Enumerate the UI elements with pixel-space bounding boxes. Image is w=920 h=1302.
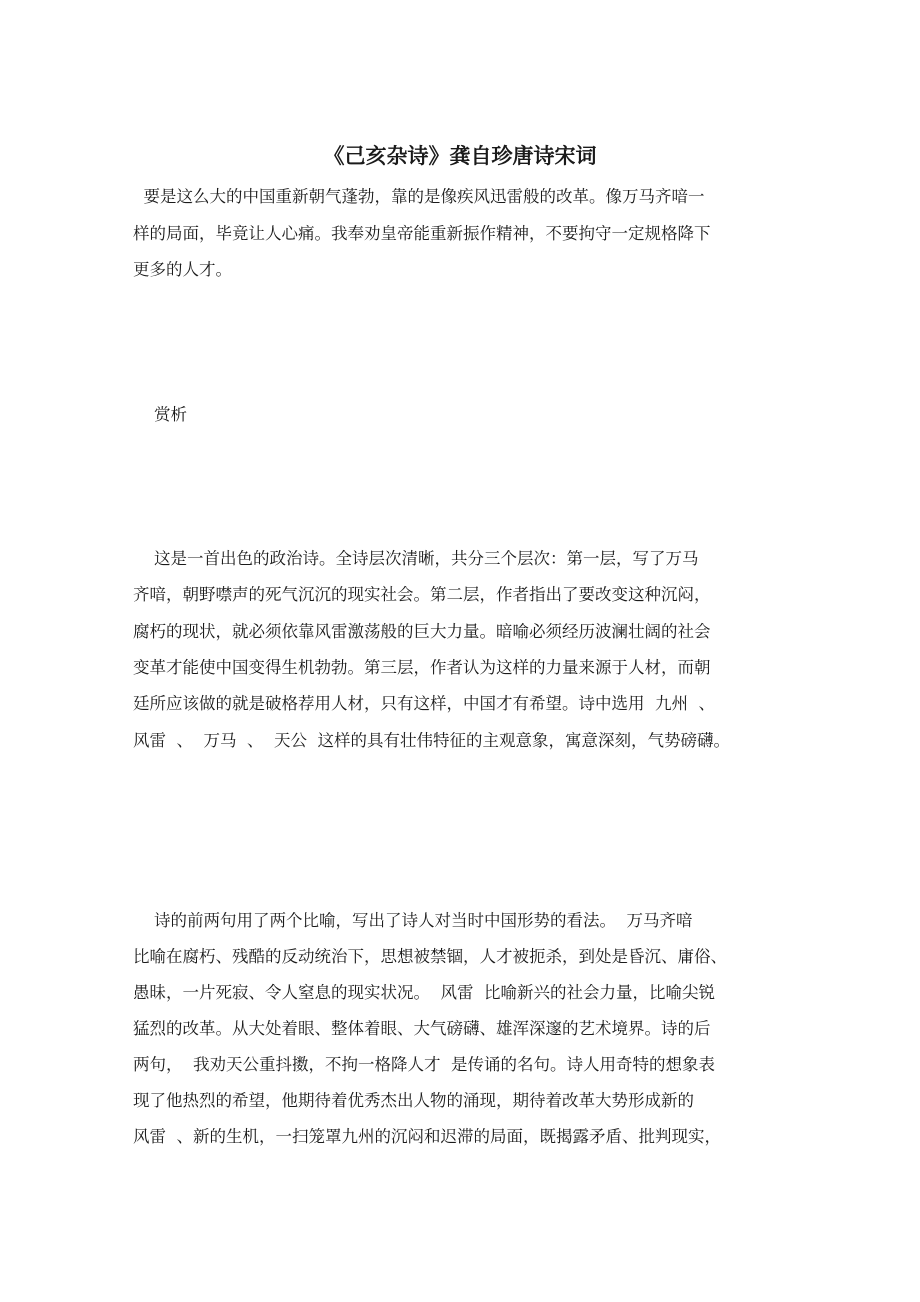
document-title: 《己亥杂诗》龚自珍唐诗宋词 [323,144,597,168]
paragraph-line: 现了他热烈的希望，他期待着优秀杰出人物的涌现，期待着改革大势形成新的 [133,1091,694,1110]
paragraph-line: 腐朽的现状，就必须依靠风雷激荡般的巨大力量。暗喻必须经历波澜壮阔的社会 [133,622,711,641]
paragraph-line: 比喻在腐朽、残酷的反动统治下，思想被禁锢，人才被扼杀，到处是昏沉、庸俗、 [133,947,727,966]
paragraph-line: 愚昧，一片死寂、令人窒息的现实状况。 风雷 比喻新兴的社会力量，比喻尖锐 [133,983,715,1002]
paragraph-line: 齐喑，朝野噤声的死气沉沉的现实社会。第二层，作者指出了要改变这种沉闷， [133,585,711,604]
paragraph-line: 样的局面，毕竟让人心痛。我奉劝皇帝能重新振作精神，不要拘守一定规格降下 [133,224,711,243]
paragraph-line: 两句， 我劝天公重抖擞，不拘一格降人才 是传诵的名句。诗人用奇特的想象表 [133,1055,715,1074]
paragraph-line: 风雷 、 万马 、 天公 这样的具有壮伟特征的主观意象，寓意深刻，气势磅礴。 [133,731,730,750]
paragraph-line: 猛烈的改革。从大处着眼、整体着眼、大气磅礴、雄浑深邃的艺术境界。诗的后 [133,1019,711,1038]
section-heading: 赏析 [133,405,187,424]
paragraph-line: 变革才能使中国变得生机勃勃。第三层，作者认为这样的力量来源于人材，而朝 [133,658,711,677]
paragraph-line: 廷所应该做的就是破格荐用人材，只有这样，中国才有希望。诗中选用 九州 、 [133,694,715,713]
paragraph-line: 这是一首出色的政治诗。全诗层次清晰，共分三个层次：第一层，写了万马 [133,549,699,568]
paragraph-line: 风雷 、新的生机，一扫笼罩九州的沉闷和迟滞的局面，既揭露矛盾、批判现实， [133,1127,721,1146]
paragraph-line: 要是这么大的中国重新朝气蓬勃，靠的是像疾风迅雷般的改革。像万马齐喑一 [133,187,705,206]
paragraph-line: 更多的人才。 [133,260,232,279]
paragraph-line: 诗的前两句用了两个比喻，写出了诗人对当时中国形势的看法。 万马齐喑 [133,911,693,930]
